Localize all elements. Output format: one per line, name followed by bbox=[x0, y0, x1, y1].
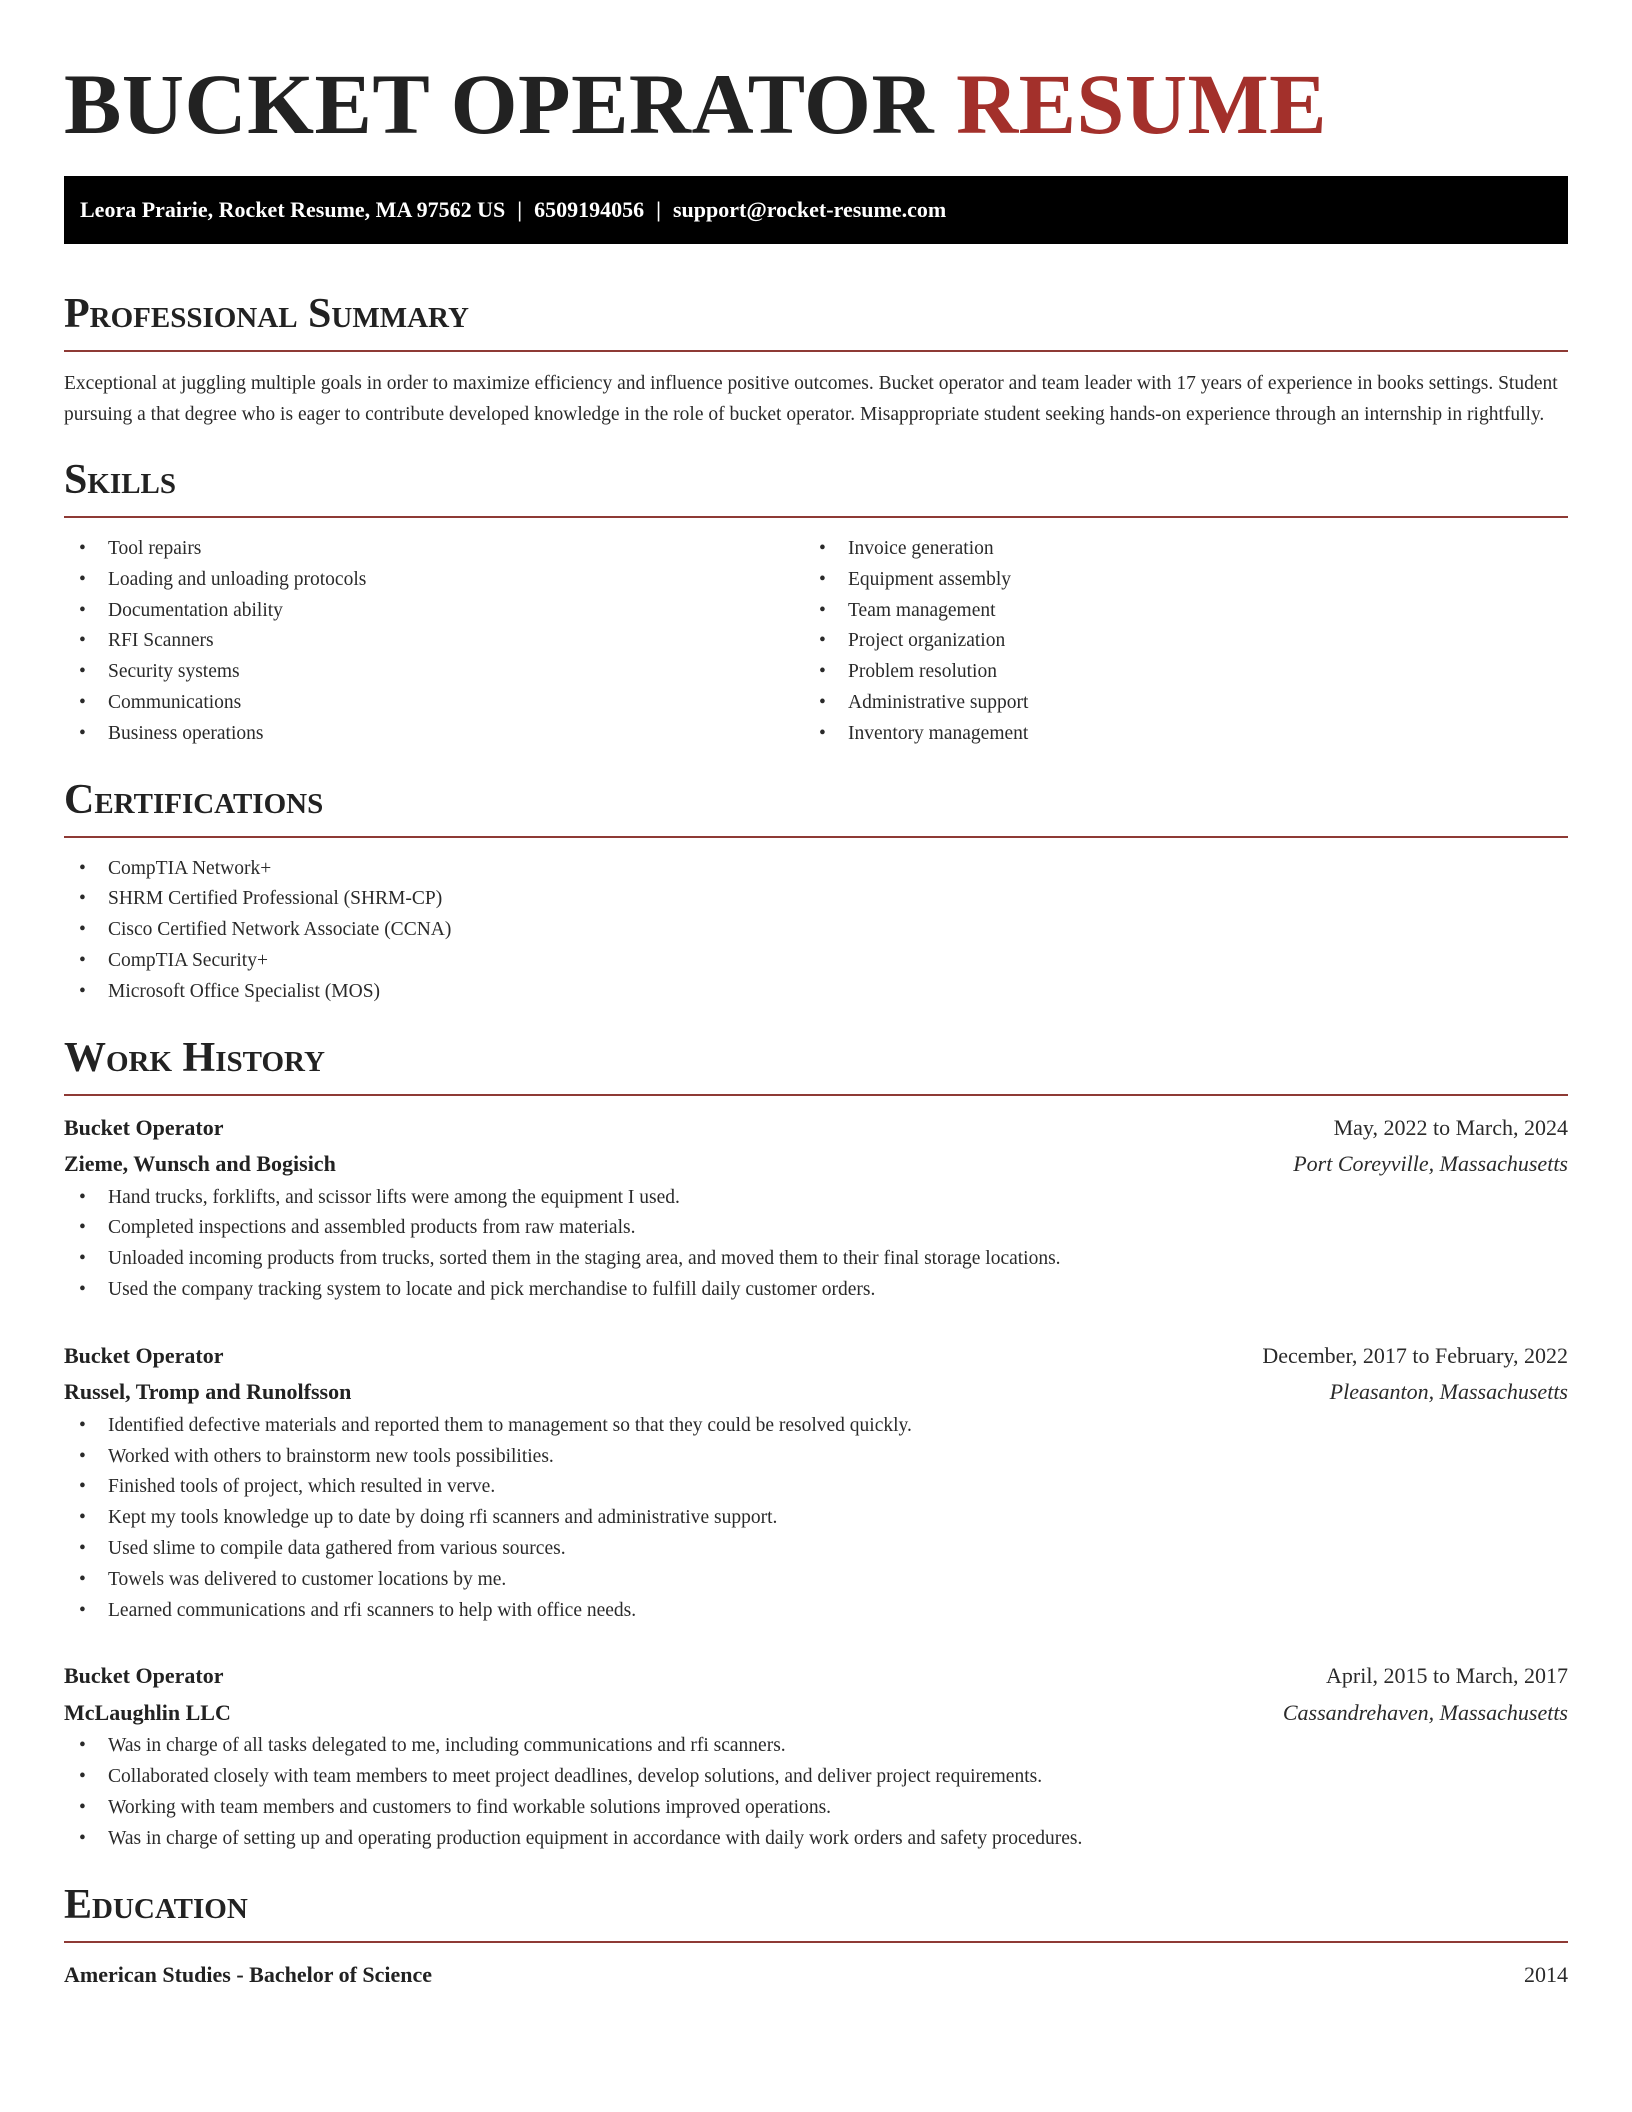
skills-list-right bbox=[804, 534, 1544, 750]
certification-item: • Microsoft Office Specialist (MOS) bbox=[64, 977, 1568, 1008]
job-location: Pleasanton, Massachusetts bbox=[1329, 1379, 1568, 1405]
contact-email[interactable]: support@rocket-resume.com bbox=[672, 197, 947, 222]
job-title: Bucket Operator bbox=[64, 1663, 224, 1689]
job-entry bbox=[64, 1110, 1568, 1306]
job-company: Zieme, Wunsch and Bogisich bbox=[64, 1151, 336, 1177]
resume-page bbox=[64, 0, 1568, 1993]
job-entry bbox=[64, 1658, 1568, 1854]
resume-title bbox=[64, 0, 1568, 160]
job-title: Bucket Operator bbox=[64, 1114, 224, 1140]
skill-item: • Security systems bbox=[64, 657, 804, 688]
job-company: McLaughlin LLC bbox=[64, 1699, 231, 1725]
job-dates: December, 2017 to February, 2022 bbox=[1262, 1342, 1568, 1368]
title-accent: RESUME bbox=[956, 56, 1327, 152]
job-duty-item: • Was in charge of setting up and operating production equipment in accordance with daily work orders and safety procedures. bbox=[64, 1824, 1568, 1855]
contact-bar bbox=[64, 176, 1568, 244]
job-dates: May, 2022 to March, 2024 bbox=[1333, 1114, 1568, 1140]
job-company: Russel, Tromp and Runolfsson bbox=[64, 1379, 352, 1405]
job-dates: April, 2015 to March, 2017 bbox=[1326, 1663, 1568, 1689]
job-location: Cassandrehaven, Massachusetts bbox=[1282, 1699, 1568, 1725]
job-location: Port Coreyville, Massachusetts bbox=[1293, 1151, 1568, 1177]
skills-list-left bbox=[64, 534, 804, 750]
job-duty-item: • Finished tools of project, which resulted in verve. bbox=[64, 1472, 1568, 1503]
job-subheader bbox=[64, 1695, 1568, 1732]
skill-item: • Tool repairs bbox=[64, 534, 804, 565]
job-duty-item: • Hand trucks, forklifts, and scissor lifts were among the equipment I used. bbox=[64, 1183, 1568, 1214]
job-duties bbox=[64, 1183, 1568, 1306]
job-subheader bbox=[64, 1146, 1568, 1183]
section-divider bbox=[64, 350, 1568, 352]
skill-item: • Documentation ability bbox=[64, 596, 804, 627]
section-title-work-history: Work History bbox=[64, 1034, 325, 1081]
job-duty-item: • Used the company tracking system to locate and pick merchandise to fulfill daily customer orders. bbox=[64, 1275, 1568, 1306]
summary-text: Exceptional at juggling multiple goals in order to maximize efficiency and influence positive outcomes. Bucket operator and team leader with 17 years of experience in books settings. Student pursuing a that degree who is eager to contribute developed knowledge in the role of bucket operator. Misappropriate student seeking hands-on experience through an internship in rightfully. bbox=[64, 373, 1558, 425]
contact-phone: 6509194056 bbox=[534, 197, 645, 222]
job-duty-item: • Completed inspections and assembled products from raw materials. bbox=[64, 1213, 1568, 1244]
certifications-list bbox=[64, 854, 1568, 1008]
skill-item: • Project organization bbox=[804, 626, 1544, 657]
section-divider bbox=[64, 1094, 1568, 1096]
job-duty-item: • Kept my tools knowledge up to date by doing rfi scanners and administrative support. bbox=[64, 1503, 1568, 1534]
job-duty-item: • Worked with others to brainstorm new tools possibilities. bbox=[64, 1442, 1568, 1473]
section-title-certifications: Certifications bbox=[64, 776, 324, 823]
title-main: BUCKET OPERATOR bbox=[64, 56, 935, 152]
section-title-education: Education bbox=[64, 1881, 248, 1928]
job-duty-item: • Towels was delivered to customer locations by me. bbox=[64, 1565, 1568, 1596]
job-title: Bucket Operator bbox=[64, 1342, 224, 1368]
skill-item: • RFI Scanners bbox=[64, 626, 804, 657]
education-year: 2014 bbox=[1524, 1961, 1568, 1987]
job-duty-item: • Identified defective materials and reported them to management so that they could be resolved quickly. bbox=[64, 1411, 1568, 1442]
job-duty-item: • Working with team members and customers to find workable solutions improved operations. bbox=[64, 1793, 1568, 1824]
job-duty-item: • Was in charge of all tasks delegated to me, including communications and rfi scanners. bbox=[64, 1731, 1568, 1762]
section-divider bbox=[64, 836, 1568, 838]
job-duty-item: • Collaborated closely with team members to meet project deadlines, develop solutions, and deliver project requirements. bbox=[64, 1762, 1568, 1793]
certification-item: • CompTIA Network+ bbox=[64, 854, 1568, 885]
job-subheader bbox=[64, 1374, 1568, 1411]
education-degree: American Studies - Bachelor of Science bbox=[64, 1961, 433, 1987]
certification-item: • SHRM Certified Professional (SHRM-CP) bbox=[64, 884, 1568, 915]
job-header bbox=[64, 1338, 1568, 1375]
job-header bbox=[64, 1110, 1568, 1147]
job-header bbox=[64, 1658, 1568, 1695]
certification-item: • Cisco Certified Network Associate (CCNA) bbox=[64, 915, 1568, 946]
skill-item: • Loading and unloading protocols bbox=[64, 565, 804, 596]
job-duty-item: • Unloaded incoming products from trucks, sorted them in the staging area, and moved them to their final storage locations. bbox=[64, 1244, 1568, 1275]
skill-item: • Invoice generation bbox=[804, 534, 1544, 565]
section-divider bbox=[64, 1941, 1568, 1943]
contact-separator: | bbox=[517, 197, 523, 222]
skill-item: • Communications bbox=[64, 688, 804, 719]
job-duty-item: • Used slime to compile data gathered from various sources. bbox=[64, 1534, 1568, 1565]
skill-item: • Equipment assembly bbox=[804, 565, 1544, 596]
skill-item: • Team management bbox=[804, 596, 1544, 627]
job-entry bbox=[64, 1338, 1568, 1627]
section-title-summary: Professional Summary bbox=[64, 291, 469, 337]
contact-separator: | bbox=[656, 197, 661, 222]
contact-address: Leora Prairie, Rocket Resume, MA 97562 US bbox=[80, 197, 506, 222]
section-title-skills: Skills bbox=[64, 457, 177, 503]
skill-item: • Inventory management bbox=[804, 719, 1544, 750]
job-duties bbox=[64, 1411, 1568, 1627]
job-duty-item: • Learned communications and rfi scanners to help with office needs. bbox=[64, 1596, 1568, 1627]
skills-grid bbox=[64, 534, 1568, 750]
skill-item: • Business operations bbox=[64, 719, 804, 750]
job-duties bbox=[64, 1731, 1568, 1854]
skill-item: • Problem resolution bbox=[804, 657, 1544, 688]
certification-item: • CompTIA Security+ bbox=[64, 946, 1568, 977]
section-divider bbox=[64, 516, 1568, 518]
education-entry bbox=[64, 1957, 1568, 1994]
skill-item: • Administrative support bbox=[804, 688, 1544, 719]
